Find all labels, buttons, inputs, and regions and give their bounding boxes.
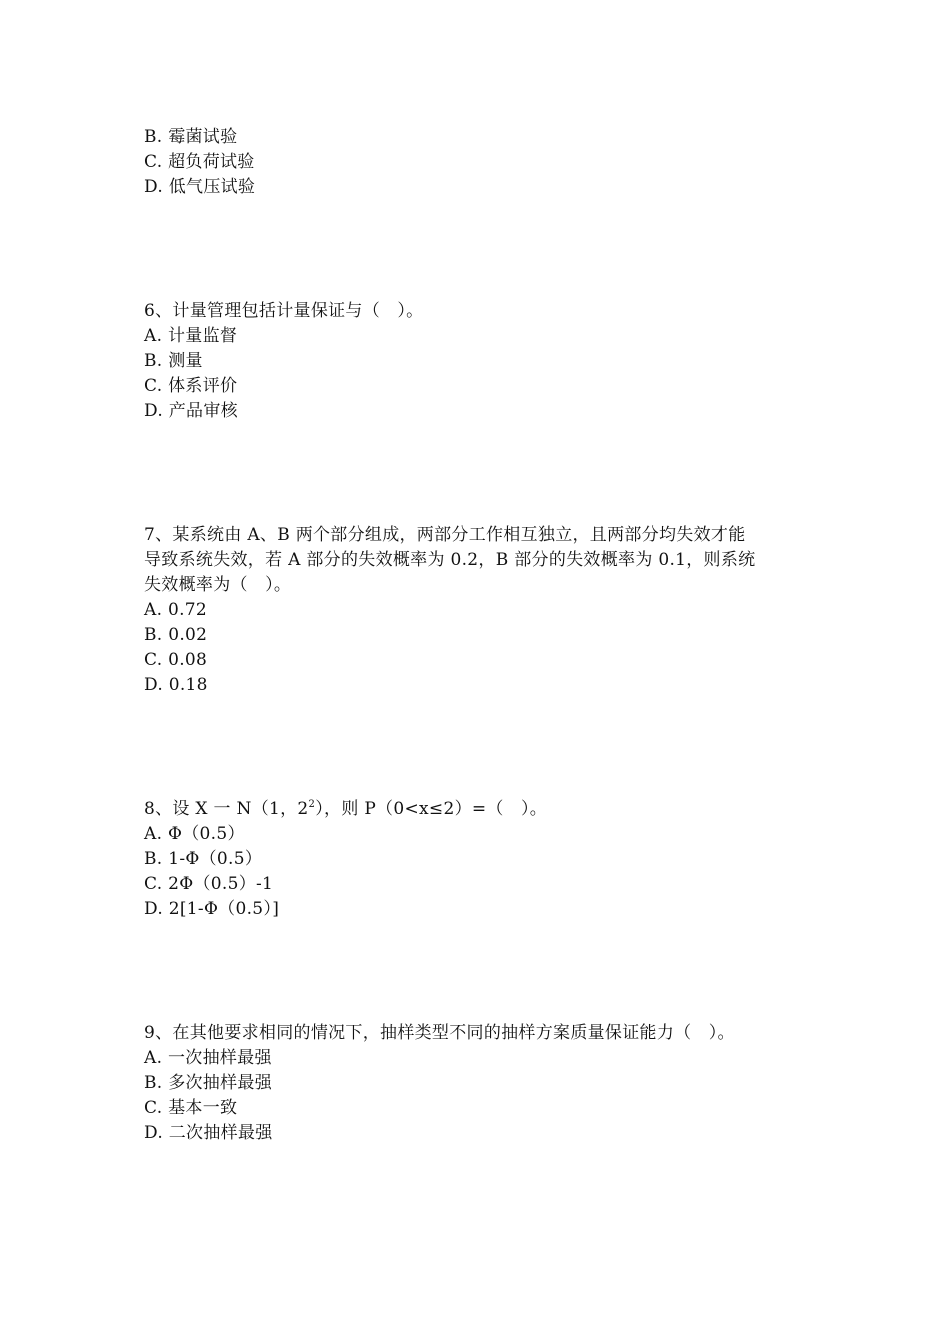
q9-option-c: C. 基本一致 xyxy=(144,1098,238,1118)
q7-option-a: A. 0.72 xyxy=(144,600,208,620)
q8-option-b: B. 1-Φ（0.5） xyxy=(144,849,263,869)
q9-option-a: A. 一次抽样最强 xyxy=(144,1048,272,1068)
q6-option-d: D. 产品审核 xyxy=(144,401,238,421)
q7-stem-line-2: 导致系统失效，若 A 部分的失效概率为 0.2，B 部分的失效概率为 0.1，则系统 xyxy=(144,550,756,570)
q6-option-a: A. 计量监督 xyxy=(144,326,238,346)
q5-option-c: C. 超负荷试验 xyxy=(144,152,255,172)
q7-stem-line-3: 失效概率为（ ）。 xyxy=(144,575,292,595)
q8-option-d: D. 2[1-Φ（0.5）] xyxy=(144,899,280,919)
q6-option-c: C. 体系评价 xyxy=(144,376,238,396)
q6-option-b: B. 测量 xyxy=(144,351,203,371)
q5-option-b: B. 霉菌试验 xyxy=(144,127,238,147)
q9-stem: 9、在其他要求相同的情况下，抽样类型不同的抽样方案质量保证能力（ ）。 xyxy=(144,1023,735,1043)
q9-option-d: D. 二次抽样最强 xyxy=(144,1123,273,1143)
q8-stem-part-2: ），则 P（0<x≤2）=（ ）。 xyxy=(315,799,548,819)
q8-stem-part-1: 8、设 X 一 N（1，2 xyxy=(144,799,309,819)
q8-stem-superscript: 2 xyxy=(308,799,316,810)
q7-option-d: D. 0.18 xyxy=(144,675,208,695)
q8-option-c: C. 2Φ（0.5）-1 xyxy=(144,874,274,894)
q7-option-c: C. 0.08 xyxy=(144,650,208,670)
q6-stem: 6、计量管理包括计量保证与（ ）。 xyxy=(144,301,424,321)
q7-stem-line-1: 7、某系统由 A、B 两个部分组成，两部分工作相互独立，且两部分均失效才能 xyxy=(144,525,746,545)
q7-option-b: B. 0.02 xyxy=(144,625,208,645)
q8-stem xyxy=(144,797,547,822)
q9-option-b: B. 多次抽样最强 xyxy=(144,1073,272,1093)
q8-option-a: A. Φ（0.5） xyxy=(144,824,245,844)
q5-option-d: D. 低气压试验 xyxy=(144,177,256,197)
